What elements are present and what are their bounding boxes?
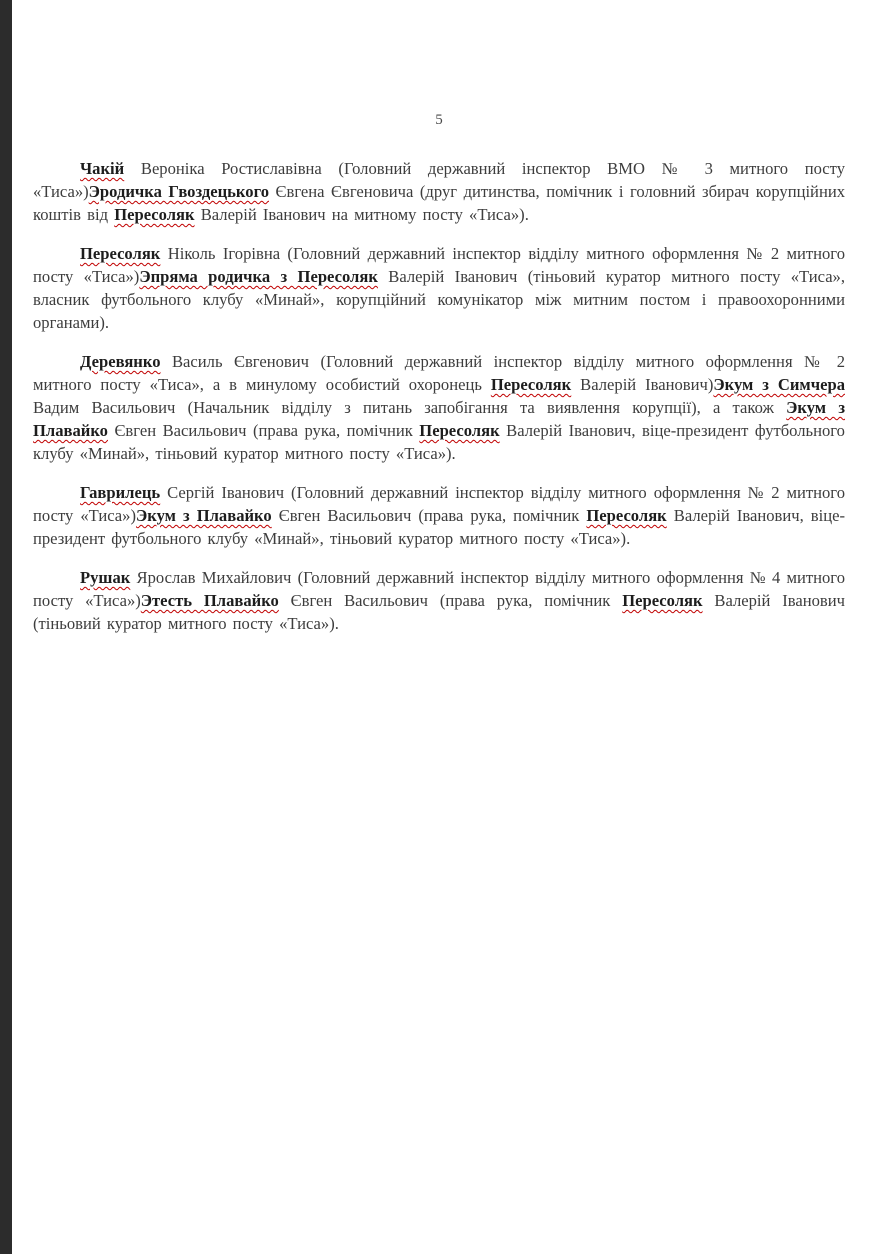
paragraph xyxy=(33,242,845,334)
highlighted-name: Чакій xyxy=(80,159,125,178)
page-left-border xyxy=(0,0,12,1254)
highlighted-name: Экум з Плавайко xyxy=(136,506,272,525)
page-number: 5 xyxy=(435,112,443,128)
text-run: Василь Євгенович (Головний державний інспектор відділу митного оформлення № 2 митного посту «Тиса», а в минулому особистий охоронець xyxy=(33,352,845,394)
text-run: Валерій Іванович, віце-президент футбольного клубу «Минай», тіньовий куратор митного посту «Тиса»). xyxy=(33,506,846,548)
text-run: Євген Васильович (права рука, помічник xyxy=(278,591,623,610)
text-run: Валерій Іванович, віце-президент футбольного клубу «Минай», тіньовий куратор митного посту «Тиса»). xyxy=(33,421,845,463)
text-run: Валерій Іванович (тіньовий куратор митного посту «Тиса», власник футбольного клубу «Минай», корупційний комунікатор між митним постом і правоохоронними органами). xyxy=(33,267,846,332)
highlighted-name: Этесть Плавайко xyxy=(140,591,279,610)
highlighted-name: Рушак xyxy=(80,568,131,587)
text-run: Євген Васильович (права рука, помічник xyxy=(107,421,420,440)
text-run: Валерій Іванович (тіньовий куратор митного посту «Тиса»). xyxy=(33,591,845,633)
text-run: Ніколь Ігорівна (Головний державний інспектор відділу митного оформлення № 2 митного посту «Тиса») xyxy=(33,244,845,286)
text-run: Сергій Іванович (Головний державний інспектор відділу митного оформлення № 2 митного посту «Тиса») xyxy=(33,483,845,525)
document-content xyxy=(33,0,845,651)
highlighted-name: Экум з Симчера xyxy=(713,375,845,394)
paragraph xyxy=(33,566,845,635)
highlighted-name: Пересоляк xyxy=(622,591,703,610)
text-run: Вадим Васильович (Начальник відділу з питань запобігання та виявлення корупції), а також xyxy=(33,398,787,417)
highlighted-name: Эпряма родичка з Пересоляк xyxy=(139,267,378,286)
text-run: Вероніка Ростиславівна (Головний державний інспектор ВМО № 3 митного посту «Тиса») xyxy=(33,159,845,201)
text-run: Євген Васильович (права рука, помічник xyxy=(271,506,587,525)
highlighted-name: Экум з Плавайко xyxy=(33,398,845,440)
highlighted-name: Пересоляк xyxy=(490,375,572,394)
highlighted-name: Пересоляк xyxy=(586,506,667,525)
text-run: Ярослав Михайлович (Головний державний інспектор відділу митного оформлення № 4 митного посту «Тиса») xyxy=(33,568,845,610)
highlighted-name: Пересоляк xyxy=(80,244,161,263)
highlighted-name: Деревянко xyxy=(80,352,161,371)
text-run: Євгена Євгеновича (друг дитинства, помічник і головний збирач корупційних коштів від xyxy=(33,182,845,224)
paragraph xyxy=(33,157,845,226)
paragraph xyxy=(33,350,845,465)
text-run: Валерій Іванович) xyxy=(571,375,714,394)
highlighted-name: Пересоляк xyxy=(114,205,195,224)
document-body xyxy=(33,157,845,635)
highlighted-name: Эродичка Гвоздецького xyxy=(88,182,269,201)
highlighted-name: Гаврилець xyxy=(80,483,161,502)
highlighted-name: Пересоляк xyxy=(419,421,500,440)
text-run: Валерій Іванович на митному посту «Тиса»). xyxy=(194,205,529,224)
paragraph xyxy=(33,481,845,550)
